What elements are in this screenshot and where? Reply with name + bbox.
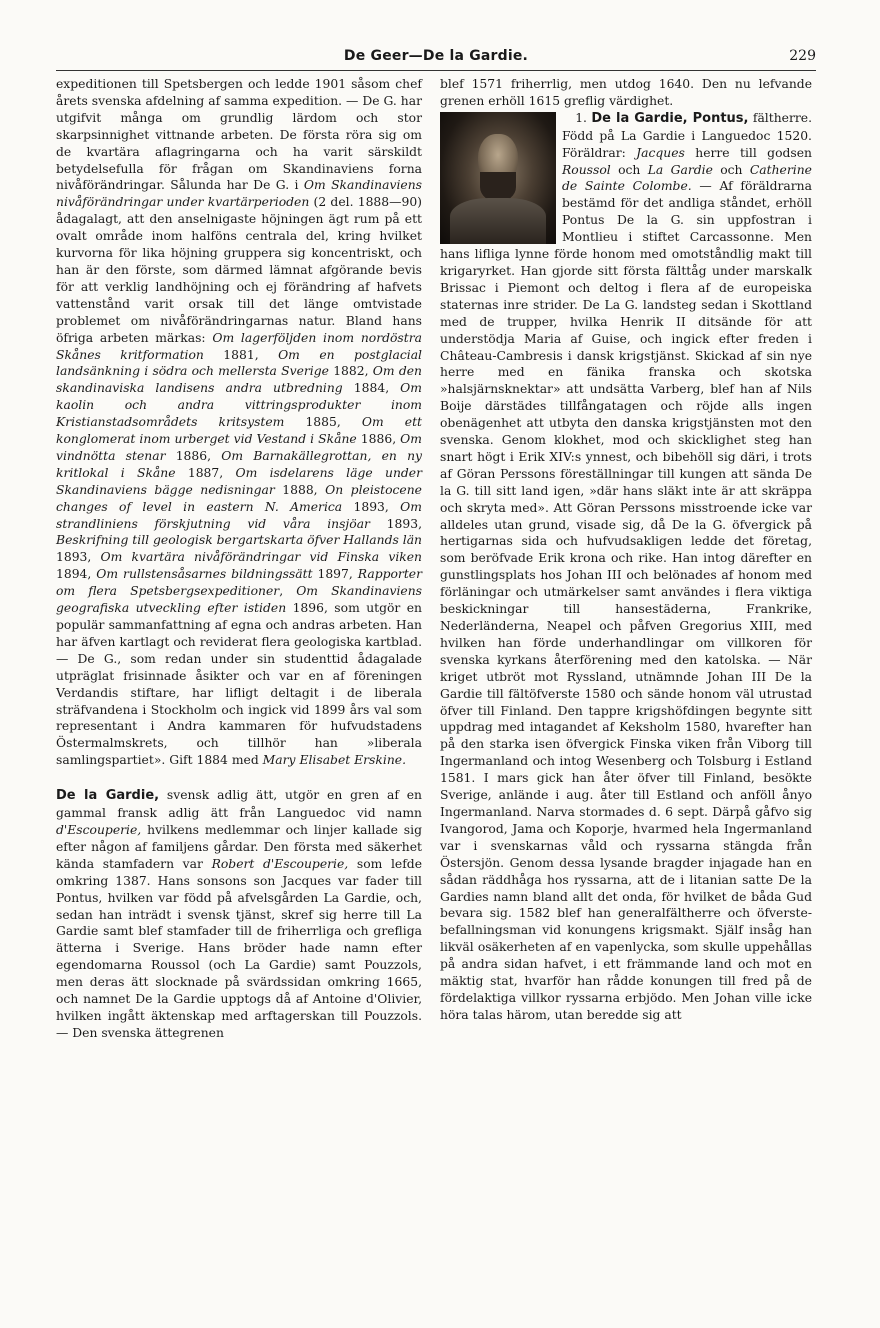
portrait-pontus-de-la-gardie [440,112,556,244]
running-header [56,48,816,72]
lemma-pontus: De la Gardie, Pontus, [591,110,749,126]
header-rule [56,70,816,71]
paragraph-branch-continued: blef 1571 friherrlig, men utdog 1640. Den nu lefvande grenen erhöll 1615 greflig värdighet. [440,77,812,108]
right-column [440,76,812,1024]
paragraph-de-geer-works: expeditionen till Spetsbergen och ledde 1901 såsom chef årets svenska afdelning af samma expedition. — De G. har utgifvit många om grundlig lärdom och stor skarpsinnighet vittnande arbeten. De första röra sig om de kvartära aflagringarna och ha varit särskildt betydelsefulla för frågan om Skandinaviens forna nivåförändringar. Sålunda har De G. i Om Skandinaviens nivåförändringar under kvartärperioden (2 del. 1888—90) ådagalagt, att den anselnigaste höjningen ägt rum på ett ovalt område inom halföns centrala del, kring hvilket kurvorna för lika höjning gruppera sig koncentriskt, och han är den förste, som därmed lämnat afgörande bevis för att verklig landhöjning och ej förändring af hafvets vattenstånd varit orsak till det länge omtvistade problemet om nivåförändringarnas natur. Bland hans öfriga arbeten märkas: Om lagerföljden inom nordöstra Skånes kritformation 1881, Om en postglacial landsänkning i södra och mellersta Sverige 1882, Om den skandinaviska landisens andra utbredning 1884, Om kaolin och andra vittringsprodukter inom Kristianstadsområdets kritsystem 1885, Om ett konglomerat inom urberget vid Vestand i Skåne 1886, Om vindnötta stenar 1886, Om Barnakällegrottan, en ny kritlokal i Skåne 1887, Om isdelarens läge under Skandinaviens bägge nedisningar 1888, On pleistocene changes of level in eastern N. America 1893, Om strandliniens förskjutning vid våra insjöar 1893, Beskrifning till geologisk bergartskarta öfver Hallands län 1893, Om kvartära nivåförändringar vid Finska viken 1894, Om rullstensåsarnes bildningssätt 1897, Rapporter om flera Spetsbergsexpeditioner, Om Skandinaviens geografiska utveckling efter istiden 1896, som utgör en populär sammanfattning af egna och andras arbeten. Han har äfven kartlagt och reviderat flera geologiska kartblad. — De G., som redan under sin studenttid ådagalade utpräglat frisinnade åsikter och var en af föreningen Verdandis stiftare, har lifligt deltagit i de liberala sträfvandena i Stockholm och ingick vid 1899 års val som representant i Andra kammaren för hufvudstadens Östermalmskrets, och tillhör han »liberala samlingspartiet». Gift 1884 med Mary Elisabet Erskine. [56,77,423,768]
lemma-de-la-gardie: De la Gardie, [56,788,160,804]
page-number: 229 [789,48,816,64]
left-column [56,76,422,1042]
paragraph-de-la-gardie-family: De la Gardie, svensk adlig ätt, utgör en gren af en gammal fransk adlig ätt från Languedoc vid namn d'Escouperie, hvilkens medlemmar och linjer kallade sig efter någon af familjens gårdar. Den första med säkerhet kända stamfadern var Robert d'Escouperie, som lefde omkring 1387. Hans sonsons son Jacques var fader till Pontus, hvilken var född på afvelsgården La Gardie, och, sedan han inträdt i svensk tjänst, skref sig herre till La Gardie samt blef stamfader till de friherrliga och grefliga ätterna i Sverige. Hans bröder hade namn efter egendomarna Roussol (och La Gardie) samt Pouzzols, men deras ätt slocknade på svärdssidan omkring 1665, och namnet De la Gardie upptogs då af Antoine d'Olivier, hvilken ingått äktenskap med arftagerskan till Pouzzols. — Den svenska ättegrenen [56,788,422,1040]
paragraph-pontus-de-la-gardie: 1. De la Gardie, Pontus, fältherre. Född på La Gardie i Languedoc 1520. Föräldrar: Jacques herre till godsen Roussol och La Gardie och Catherine de Sainte Colombe. — Af föräldrarna bestämd för det andliga ståndet, erhöll Pontus De la G. sin uppfostran i Montlieu i stiftet Carcassonne. Men hans lifliga lynne förde honom med omotståndlig makt till krigaryrket. Han gjorde sitt första fälttåg under marskalk Brissac i Piemont och deltog i flera af de europeiska staternas inre strider. De La G. landsteg sedan i Skottland med de trupper, hvilka Henrik II ditsände för att understödja Maria af Guise, och ingick efter freden i Château-Cambresis i dansk krigstjänst. Skickad af sin nye herre med en fänika franska och skotska »halsjärnsknektar» att undsätta Varberg, blef han af Nils Boije därstädes tillfångatagen och röjde alls ingen obenägenhet att utbyta den danska krigstjänsten mot den svenska. Genom klokhet, mod och skicklighet steg han snart högt i Erik XIV:s ynnest, och bibehöll sig däri, i trots af Göran Perssons föreställningar till kungen att sända De la G. till sitt land igen, »där hans släkt inte är att skräppa och skryta med». Att Göran Perssons misstroende icke var alldeles utan grund, visade sig, då De la G. öfvergick på hertigarnas sida och hufvudsakligen ledde det företag, som beröfvade Erik krona och rike. Han intog därefter en gunstlingsplats hos Johan III och belönades af honom med förläningar och utmärkelser samt användes i flera viktiga beskickningar till hansestäderna, Frankrike, Nederländerna, Neapel och påfven Gregorius XIII, med hvilken han förde underhandlingar om villkoren för svenska kyrkans återförening med den katolska. — När kriget utbröt mot Ryssland, utnämnde Johan III De la Gardie till fältöfverste 1580 och sände honom väl utrustad öfver till Finland. Den tappre krigshöfdingen begynte sitt uppdrag med intagandet af Keksholm 1580, hvarefter han på den starka isen öfvergick Finska viken från Viborg till Ingermanland och intog Wesenberg och Tolsburg i Estland 1581. I mars gick han åter öfver till Finland, besökte Sverige, anlände i aug. åter till Estland och anföll ånyo Ingermanland. Narva stormades d. 6 sept. Därpå gåfvo sig Ivangorod, Jama och Koporje, hvarmed hela Ingermanland var i svenskarnas våld och ryssarna stängda från Östersjön. Genom dessa lysande bragder injagade han en sådan räddhåga hos ryssarna, att de i litanian satte De la Gardies namn bland allt det onda, för hvilket de båda Gud bevara sig. 1582 blef han generalfältherre och öfverste-befallningsman vid konungens krigsmakt. Själf insåg han likväl osäkerheten af en vapenlycka, som skulle uppehållas på andra sidan hafvet, i ett främmande land och mot en mäktig stat, hvarför han rådde konungen till fred på de fördelaktiga villkor ryssarna erbjödo. Men Johan ville icke höra talas härom, utan beredde sig att [440,110,812,1022]
running-title: De Geer—De la Gardie. [343,48,529,64]
